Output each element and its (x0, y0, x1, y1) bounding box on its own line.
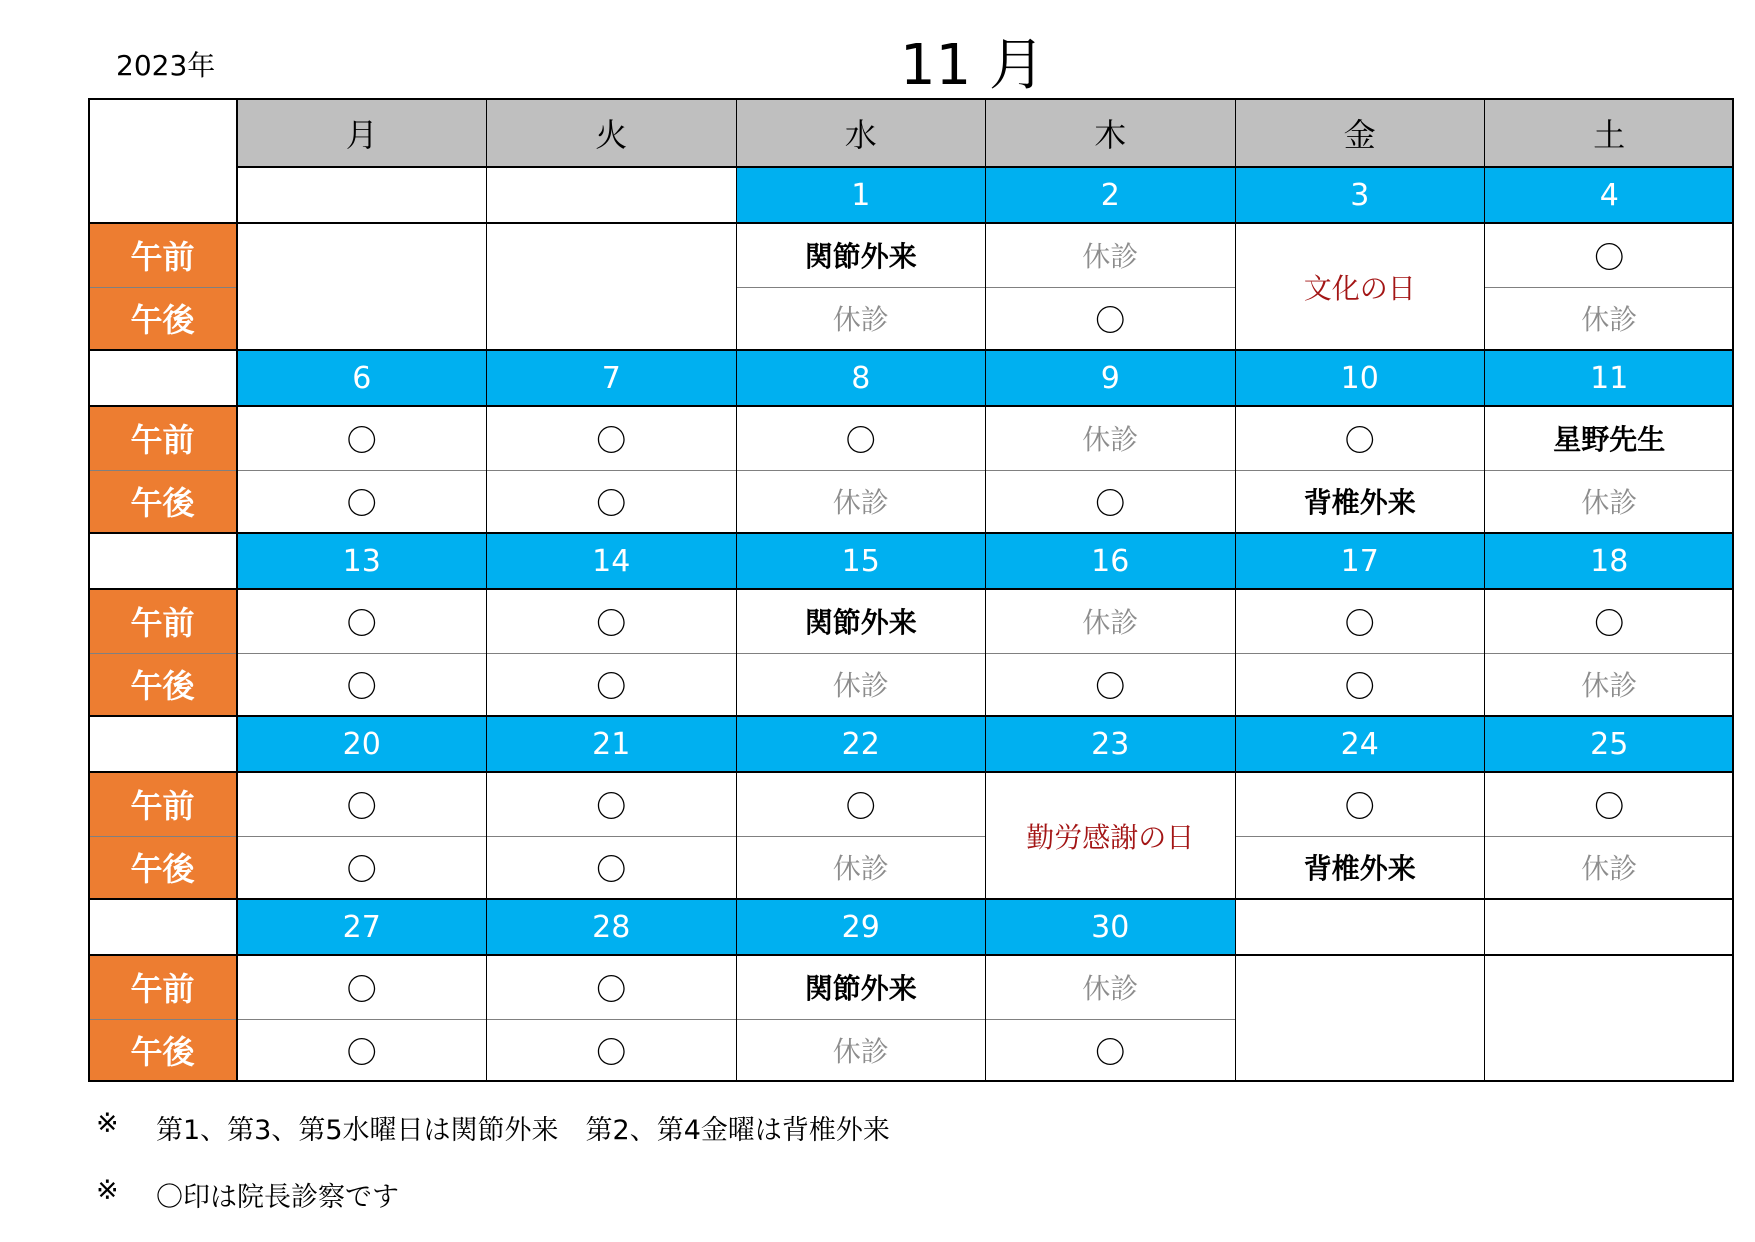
schedule-cell-pm: 休診 (832, 669, 889, 703)
schedule-cell-pm: 〇 (1095, 487, 1126, 523)
grid-line (88, 222, 1734, 224)
holiday-cell: 勤労感謝の日 (1026, 820, 1195, 854)
day-number: 29 (736, 899, 986, 955)
schedule-cell-pm: 休診 (1581, 852, 1638, 886)
grid-line (236, 98, 238, 1082)
weekday-header: 金 (1235, 98, 1485, 167)
grid-line (736, 287, 986, 288)
grid-line (986, 287, 1236, 288)
grid-line (1235, 98, 1236, 1082)
schedule-cell-pm: 〇 (596, 487, 627, 523)
grid-line (1235, 470, 1485, 471)
schedule-cell-am: 〇 (1344, 606, 1375, 642)
day-number: 30 (986, 899, 1236, 955)
grid-line (986, 653, 1236, 654)
grid-line (1732, 98, 1734, 1082)
schedule-cell-pm: 休診 (832, 486, 889, 520)
day-number: 21 (487, 716, 737, 772)
day-number: 9 (986, 350, 1236, 406)
footnote-mark: ※ (96, 1108, 119, 1139)
day-number: 18 (1485, 533, 1735, 589)
schedule-cell-am: 星野先生 (1553, 422, 1666, 456)
day-number: 10 (1235, 350, 1485, 406)
am-label: 午前 (88, 223, 237, 287)
pm-label: 午後 (88, 653, 237, 717)
day-number: 16 (986, 533, 1236, 589)
schedule-cell-am: 関節外来 (804, 971, 917, 1005)
schedule-cell-am: 関節外来 (804, 239, 917, 273)
day-number: 4 (1485, 167, 1735, 223)
footnote (96, 1108, 890, 1147)
schedule-cell-am: 休診 (1082, 422, 1139, 456)
grid-line (1235, 836, 1485, 837)
grid-line (986, 1019, 1236, 1020)
day-number: 1 (736, 167, 986, 223)
schedule-cell-pm: 休診 (1581, 486, 1638, 520)
day-number: 24 (1235, 716, 1485, 772)
schedule-cell-pm: 〇 (346, 670, 377, 706)
grid-line (88, 1080, 1734, 1082)
schedule-cell-am: 〇 (1594, 789, 1625, 825)
schedule-cell-pm: 〇 (596, 853, 627, 889)
schedule-cell-pm: 〇 (1095, 1036, 1126, 1072)
schedule-cell-pm: 〇 (346, 853, 377, 889)
grid-line (237, 836, 487, 837)
schedule-cell-pm: 〇 (1344, 670, 1375, 706)
day-number: 20 (237, 716, 487, 772)
schedule-cell-pm: 〇 (346, 1036, 377, 1072)
schedule-cell-pm: 休診 (1581, 303, 1638, 337)
footnote-text: 第1、第3、第5水曜日は関節外来 第2、第4金曜は背椎外来 (156, 1115, 890, 1146)
grid-line (736, 836, 986, 837)
schedule-cell-pm: 〇 (596, 670, 627, 706)
grid-line (736, 470, 986, 471)
pm-label: 午後 (88, 470, 237, 534)
day-number: 17 (1235, 533, 1485, 589)
weekday-header: 火 (487, 98, 737, 167)
grid-line (985, 98, 986, 1082)
day-number: 27 (237, 899, 487, 955)
grid-line (1485, 470, 1735, 471)
schedule-cell-am: 〇 (845, 789, 876, 825)
am-label: 午前 (88, 772, 237, 836)
footnotes (96, 1108, 890, 1242)
schedule-cell-am: 〇 (1594, 240, 1625, 276)
am-label: 午前 (88, 589, 237, 653)
grid-line (486, 98, 487, 1082)
grid-line (88, 470, 237, 471)
grid-line (88, 1019, 237, 1020)
grid-line (88, 349, 1734, 351)
grid-line (88, 98, 1734, 100)
grid-line (88, 715, 1734, 717)
grid-line (487, 1019, 737, 1020)
day-number: 6 (237, 350, 487, 406)
schedule-cell-pm: 〇 (1095, 670, 1126, 706)
grid-line (736, 653, 986, 654)
grid-line (1485, 287, 1735, 288)
schedule-cell-am: 〇 (1344, 789, 1375, 825)
grid-line (88, 588, 1734, 590)
schedule-cell-am: 〇 (1344, 423, 1375, 459)
day-number: 11 (1485, 350, 1735, 406)
day-number: 22 (736, 716, 986, 772)
day-number: 25 (1485, 716, 1735, 772)
grid-line (88, 954, 1734, 956)
footnote-text: 〇印は院長診察です (156, 1182, 399, 1213)
grid-line (736, 1019, 986, 1020)
schedule-cell-pm: 背椎外来 (1303, 486, 1416, 520)
schedule-cell-pm: 〇 (596, 1036, 627, 1072)
grid-line (1485, 836, 1735, 837)
grid-line (88, 836, 237, 837)
grid-line (1484, 98, 1485, 1082)
schedule-cell-am: 〇 (596, 606, 627, 642)
weekday-header: 水 (736, 98, 986, 167)
pm-label: 午後 (88, 1019, 237, 1083)
schedule-cell-am: 休診 (1082, 971, 1139, 1005)
day-number: 15 (736, 533, 986, 589)
schedule-cell-am: 〇 (1594, 606, 1625, 642)
schedule-cell-pm: 休診 (832, 1035, 889, 1069)
schedule-cell-pm: 背椎外来 (1303, 852, 1416, 886)
weekday-header: 月 (237, 98, 487, 167)
schedule-cell-pm: 休診 (832, 852, 889, 886)
grid-line (487, 470, 737, 471)
footnote (96, 1175, 890, 1214)
am-label: 午前 (88, 955, 237, 1019)
weekday-header: 木 (986, 98, 1236, 167)
calendar-month-title: 11 月 (900, 33, 1046, 98)
grid-line (1485, 653, 1735, 654)
pm-label: 午後 (88, 836, 237, 900)
am-label: 午前 (88, 406, 237, 470)
schedule-cell-am: 〇 (346, 423, 377, 459)
day-number: 2 (986, 167, 1236, 223)
day-number: 7 (487, 350, 737, 406)
day-number: 23 (986, 716, 1236, 772)
grid-line (88, 532, 1734, 534)
grid-line (88, 771, 1734, 773)
schedule-cell-am: 休診 (1082, 605, 1139, 639)
grid-line (88, 653, 237, 654)
schedule-cell-am: 〇 (346, 789, 377, 825)
footnote-mark: ※ (96, 1175, 119, 1206)
schedule-cell-am: 〇 (596, 972, 627, 1008)
grid-line (736, 98, 737, 1082)
day-number: 13 (237, 533, 487, 589)
schedule-cell-pm: 休診 (1581, 669, 1638, 703)
schedule-cell-am: 〇 (596, 789, 627, 825)
day-number: 28 (487, 899, 737, 955)
weekday-header: 土 (1485, 98, 1735, 167)
day-number: 3 (1235, 167, 1485, 223)
grid-line (986, 470, 1236, 471)
pm-label: 午後 (88, 287, 237, 351)
grid-line (237, 470, 487, 471)
grid-line (88, 98, 90, 1082)
schedule-cell-pm: 休診 (832, 303, 889, 337)
grid-line (1235, 653, 1485, 654)
schedule-cell-am: 〇 (596, 423, 627, 459)
schedule-calendar (88, 98, 1734, 1092)
calendar-year: 2023年 (116, 49, 216, 82)
schedule-cell-am: 〇 (845, 423, 876, 459)
schedule-cell-am: 〇 (346, 972, 377, 1008)
day-number: 14 (487, 533, 737, 589)
grid-line (88, 287, 237, 288)
schedule-cell-am: 〇 (346, 606, 377, 642)
grid-line (487, 836, 737, 837)
holiday-cell: 文化の日 (1303, 271, 1416, 305)
grid-line (88, 405, 1734, 407)
grid-line (487, 653, 737, 654)
schedule-cell-am: 関節外来 (804, 605, 917, 639)
day-number: 8 (736, 350, 986, 406)
schedule-cell-pm: 〇 (346, 487, 377, 523)
schedule-cell-pm: 〇 (1095, 304, 1126, 340)
schedule-cell-am: 休診 (1082, 239, 1139, 273)
grid-line (88, 898, 1734, 900)
grid-line (237, 1019, 487, 1020)
grid-line (237, 653, 487, 654)
